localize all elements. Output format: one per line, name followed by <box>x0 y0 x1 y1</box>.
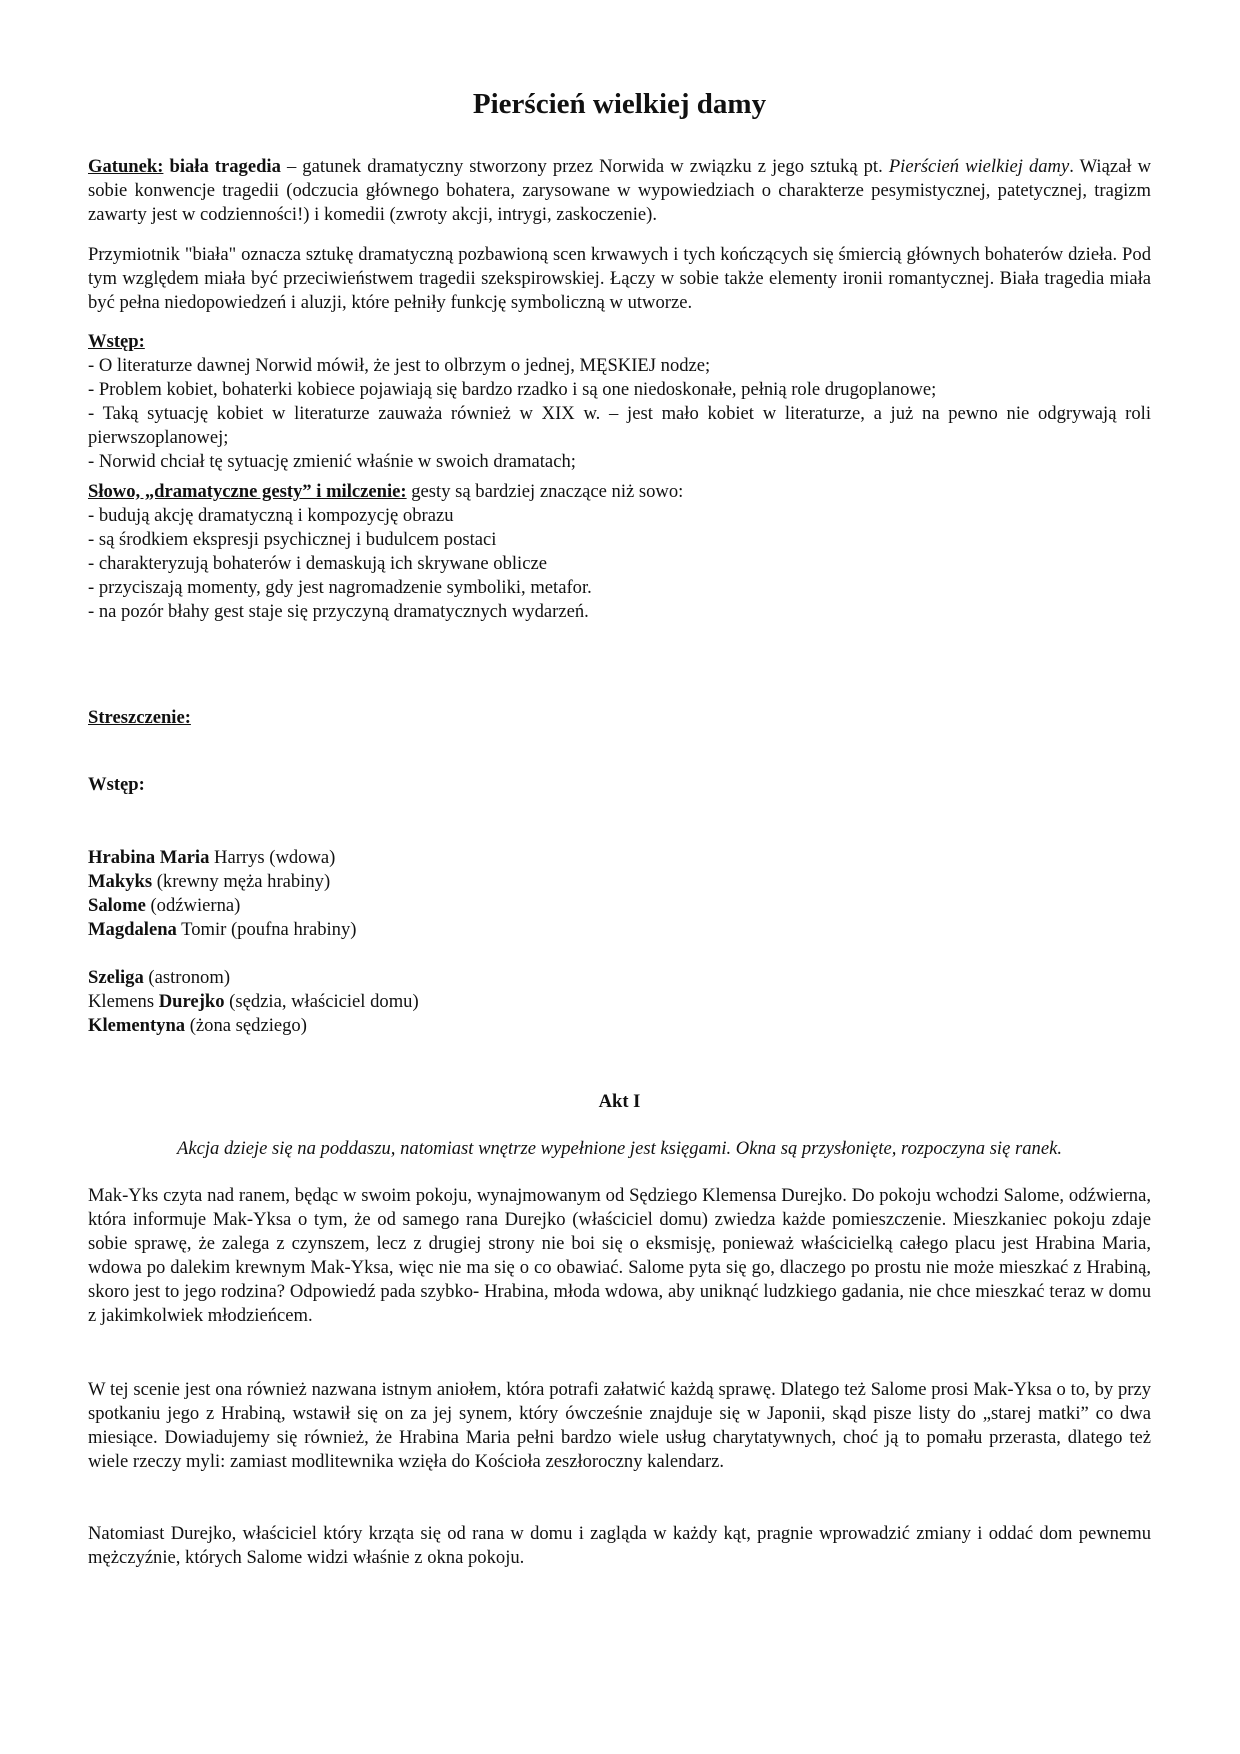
character-entry: Salome (odźwierna) <box>88 895 241 916</box>
adjective-paragraph: Przymiotnik "biała" oznacza sztukę dramatyczną pozbawioną scen krwawych i tych kończących się śmiercią głównych bohaterów dzieła. Pod tym względem miała być przeciwieństwem tragedii szekspirowskiej. Łączy w sobie także elementy ironii romantycznej. Biała tragedia miała być pełna niedopowiedzeń i aluzji, które pełniły funkcję symboliczną w utworze. <box>88 244 1151 313</box>
summary-heading: Streszczenie: <box>88 707 191 728</box>
act1-stage-direction: Akcja dzieje się na poddaszu, natomiast wnętrze wypełnione jest księgami. Okna są przysłonięte, rozpoczyna się ranek. <box>177 1138 1062 1159</box>
intro-section <box>88 330 1151 474</box>
gestures-item: - na pozór błahy gest staje się przyczyną dramatycznych wydarzeń. <box>88 601 589 622</box>
intro-item: - Norwid chciał tę sytuację zmienić właśnie w swoich dramatach; <box>88 451 576 472</box>
characters-group-1 <box>88 846 1151 942</box>
genre-label: Gatunek: <box>88 156 164 177</box>
intro-item: - Problem kobiet, bohaterki kobiece pojawiają się bardzo rzadko i są one niedoskonałe, pełnią role drugoplanowe; <box>88 379 937 400</box>
summary-intro-heading: Wstęp: <box>88 774 145 795</box>
genre-text-1: – gatunek dramatyczny stworzony przez Norwida w związku z jego sztuką pt. <box>280 156 889 177</box>
act1-paragraph: W tej scenie jest ona również nazwana istnym aniołem, która potrafi załatwić każdą sprawę. Dlatego też Salome prosi Mak-Yksa o to, by przy spotkaniu jego z Hrabiną, wstawił się on za jej synem, który ówcześnie znajduje się w Japonii, skąd pisze listy do „starej matki” co dwa miesiące. Dowiadujemy się również, że Hrabina Maria pełni bardzo wiele usług charytatywnych, choć ją to pomału przerasta, dlatego też wiele rzeczy myli: zamiast modlitewnika wzięła do Kościoła zeszłoroczny kalendarz. <box>88 1379 1151 1472</box>
document-title: Pierścień wielkiej damy <box>472 88 767 120</box>
act1-paragraph: Natomiast Durejko, właściciel który krząta się od rana w domu i zagląda w każdy kąt, pragnie wprowadzić zmiany i oddać dom pewnemu mężczyźnie, których Salome widzi właśnie z okna pokoju. <box>88 1523 1151 1568</box>
genre-term: biała tragedia <box>169 156 281 177</box>
characters-group-2 <box>88 966 1151 1038</box>
act1-paragraph: Mak-Yks czyta nad ranem, będąc w swoim pokoju, wynajmowanym od Sędziego Klemensa Durejko. Do pokoju wchodzi Salome, odźwierna, która informuje Mak-Yksa o tym, że od samego rana Durejko (właściciel domu) zwiedza każde pomieszczenie. Mieszkaniec pokoju zdaje sobie sprawę, że zalega z czynszem, lecz z drugiej strony nie boi się o eksmisję, ponieważ właścicielką całego placu jest Hrabina Maria, wdowa po dalekim krewnym Mak-Yksa, więc nie ma się o co obawiać. Salome pyta się go, dlaczego po prostu nie może mieszkać z Hrabiną, skoro jest to jego rodzina? Odpowiedź pada szybko- Hrabina, młoda wdowa, aby uniknąć ludzkiego gadania, nie chce mieszkać teraz w domu z jakimkolwiek młodzieńcem. <box>88 1185 1151 1326</box>
character-entry: Klementyna (żona sędziego) <box>88 1015 307 1036</box>
intro-item: - O literaturze dawnej Norwid mówił, że jest to olbrzym o jednej, MĘSKIEJ nodze; <box>88 355 711 376</box>
act1-heading: Akt I <box>598 1091 641 1112</box>
work-title: Pierścień wielkiej damy <box>888 156 1070 177</box>
intro-heading: Wstęp: <box>88 331 145 352</box>
character-entry: Klemens Durejko (sędzia, właściciel domu) <box>88 991 419 1012</box>
character-entry: Makyks (krewny męża hrabiny) <box>88 871 331 892</box>
gestures-lead: gesty są bardziej znaczące niż sowo: <box>406 481 684 502</box>
gestures-item: - są środkiem ekspresji psychicznej i budulcem postaci <box>88 529 497 550</box>
character-entry: Szeliga (astronom) <box>88 967 231 988</box>
character-entry: Magdalena Tomir (poufna hrabiny) <box>88 919 357 940</box>
gestures-item: - przyciszają momenty, gdy jest nagromadzenie symboliki, metafor. <box>88 577 592 598</box>
gestures-section <box>88 480 1151 624</box>
genre-paragraph <box>88 155 1151 227</box>
gestures-heading: Słowo, „dramatyczne gesty” i milczenie: <box>88 481 407 502</box>
genre-text-2: . Wiązał w sobie konwencje tragedii (odczucia głównego bohatera, zarysowane w wypowiedziach o charakterze pesymistycznej, patetycznej, tragizm zawarty jest w codzienności!) i komedii (zwroty akcji, intrygi, zaskoczenie). <box>88 156 1151 225</box>
intro-item: - Taką sytuację kobiet w literaturze zauważa również w XIX w. – jest mało kobiet w literaturze, a już na pewno nie odgrywają roli pierwszoplanowej; <box>88 403 1151 448</box>
gestures-item: - budują akcję dramatyczną i kompozycję obrazu <box>88 505 454 526</box>
gestures-item: - charakteryzują bohaterów i demaskują ich skrywane oblicze <box>88 553 547 574</box>
character-entry: Hrabina Maria Harrys (wdowa) <box>88 847 336 868</box>
